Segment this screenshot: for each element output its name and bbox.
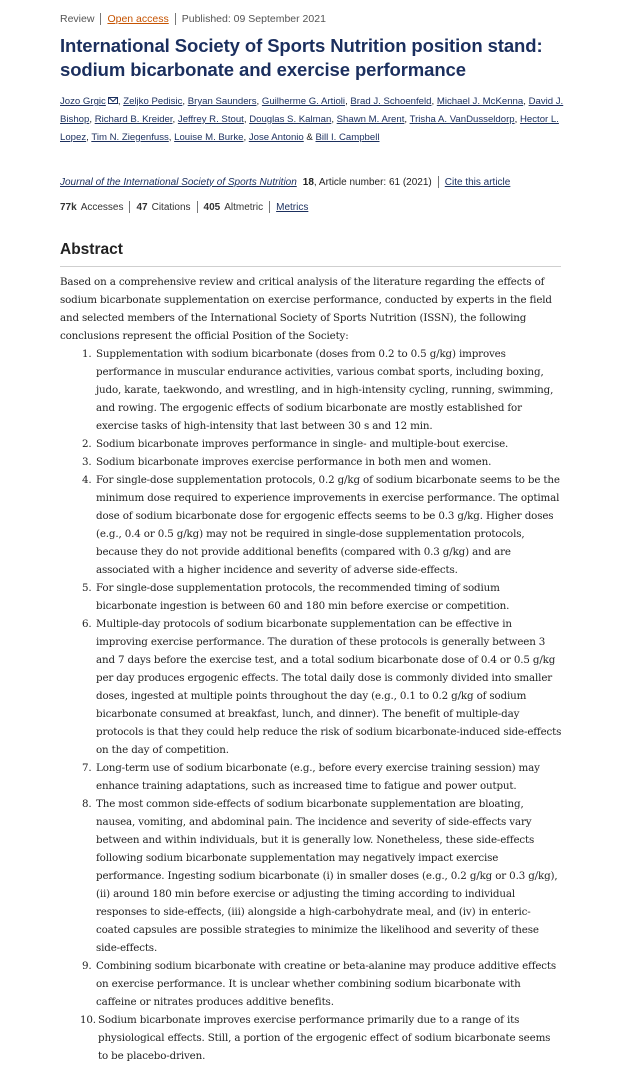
- position-point: [82, 471, 562, 579]
- meta-divider: [175, 13, 176, 25]
- journal-divider: [438, 176, 439, 188]
- author-link[interactable]: Jose Antonio: [248, 131, 304, 143]
- point-text: Long-term use of sodium bicarbonate (e.g., before every exercise training session) may enhance training adaptations, such as increased time to fatigue and power output.: [96, 762, 540, 792]
- author-separator: ,: [514, 113, 520, 125]
- position-point: [82, 435, 562, 453]
- author-link[interactable]: Bryan Saunders: [187, 96, 257, 107]
- section-divider: [60, 266, 561, 267]
- point-text: Supplementation with sodium bicarbonate (doses from 0.2 to 0.5 g/kg) improves performance in muscular endurance activities, various combat sports, including boxing, judo, karate, taekwondo, and wrestling, and in high-intensity cycling, running, swimming, and rowing. The ergogenic effects of sodium bicarbonate are mostly established for exercise tasks of high-intensity that last between 30 s and 12 min.: [96, 348, 554, 432]
- position-point: [82, 759, 562, 795]
- author-separator: ,: [182, 96, 188, 107]
- metrics-divider: [269, 201, 270, 213]
- author-link[interactable]: David J. Bishop: [60, 96, 564, 125]
- citations-label: Citations: [151, 201, 191, 213]
- point-text: The most common side-effects of sodium bicarbonate supplementation are bloating, nausea, vomiting, and abdominal pain. The incidence and severity of side-effects vary between and within individuals, but it is generally low. Nonetheless, these side-effects following sodium bicarbonate supplementation may negatively impact exercise performance. Ingesting sodium bicarbonate (i) in smaller doses (e.g., 0.2 g/kg or 0.3 g/kg), (ii) around 180 min before exercise or adjusting the timing according to individual responses to side-effects, (iii) alongside a high-carbohydrate meal, and (iv) in enteric-coated capsules are possible strategies to minimize the likelihood and severity of these side-effects.: [96, 798, 558, 954]
- author-separator: ,: [431, 96, 437, 107]
- point-number: 2.: [82, 438, 92, 450]
- position-points-list: [82, 345, 562, 1065]
- point-text: For single-dose supplementation protocols, 0.2 g/kg of sodium bicarbonate seems to be the minimum dose required to experience improvements in exercise performance. The optimal dose of sodium bicarbonate dose for ergogenic effects seems to be 0.3 g/kg. Higher doses (e.g., 0.4 or 0.5 g/kg) may not be required in single-dose supplementation protocols, because they do not provide additional benefits (compared with 0.3 g/kg) and are associated with a higher incidence and severity of adverse side-effects.: [96, 474, 560, 576]
- point-text: Sodium bicarbonate improves exercise performance primarily due to a range of its physiological effects. Still, a portion of the ergogenic effect of sodium bicarbonate seems to be placebo-driven.: [98, 1014, 551, 1062]
- point-number: 9.: [82, 960, 92, 972]
- author-separator: ,: [172, 113, 178, 125]
- author-separator: ,: [86, 131, 92, 143]
- author-link[interactable]: Brad J. Schoenfeld: [350, 96, 432, 107]
- author-link[interactable]: Tim N. Ziegenfuss: [91, 131, 169, 143]
- altmetric-label: Altmetric: [224, 201, 264, 213]
- point-number: 4.: [82, 474, 92, 486]
- article-type: Review: [60, 13, 95, 25]
- position-point: [82, 795, 562, 957]
- author-link[interactable]: Douglas S. Kalman: [249, 113, 332, 125]
- point-text: Combining sodium bicarbonate with creatine or beta-alanine may produce additive effects on exercise performance. It is unclear whether combining sodium bicarbonate with caffeine or nitrates produces additive benefits.: [96, 960, 557, 1008]
- author-link[interactable]: Louise M. Burke: [174, 131, 244, 143]
- meta-divider: [100, 13, 101, 25]
- author-link[interactable]: Jeffrey R. Stout: [177, 113, 244, 125]
- point-number: 8.: [82, 798, 92, 810]
- point-number: 6.: [82, 618, 92, 630]
- author-list: [60, 93, 565, 146]
- point-number: 5.: [82, 582, 92, 594]
- published-date: Published: 09 September 2021: [181, 13, 326, 25]
- author-separator: &: [303, 131, 316, 143]
- altmetric-score: 405: [203, 201, 221, 213]
- author-link[interactable]: Bill I. Campbell: [315, 131, 380, 143]
- author-link[interactable]: Shawn M. Arent: [336, 113, 405, 125]
- point-text: For single-dose supplementation protocols, the recommended timing of sodium bicarbonate ingestion is between 60 and 180 min before exercise or competition.: [96, 582, 510, 612]
- abstract-body: [60, 273, 562, 1065]
- point-number: 10.: [80, 1014, 96, 1026]
- article-meta: [60, 13, 326, 25]
- point-number: 7.: [82, 762, 92, 774]
- journal-volume: 18: [302, 176, 314, 188]
- author-separator: ,: [117, 96, 124, 107]
- point-text: Multiple-day protocols of sodium bicarbonate supplementation can be effective in improving exercise performance. The duration of these protocols is generally between 3 and 7 days before the exercise test, and a total sodium bicarbonate dose of 0.4 or 0.5 g/kg per day produces ergogenic effects. The total daily dose is commonly divided into smaller doses, ingested at multiple points throughout the day (e.g., 0.1 to 0.2 g/kg of sodium bicarbonate consumed at breakfast, lunch, and dinner). The benefit of multiple-day protocols is that they could help reduce the risk of sodium bicarbonate-induced side-effects on the day of competition.: [96, 618, 562, 756]
- author-link[interactable]: Trisha A. VanDusseldorp: [409, 113, 515, 125]
- author-separator: ,: [256, 96, 262, 107]
- metrics-divider: [197, 201, 198, 213]
- author-link[interactable]: Richard B. Kreider: [94, 113, 173, 125]
- journal-info: [60, 176, 510, 188]
- point-text: Sodium bicarbonate improves exercise performance in both men and women.: [96, 456, 492, 468]
- article-number: , Article number: 61 (2021): [313, 176, 432, 188]
- metrics-divider: [129, 201, 130, 213]
- position-point: [82, 579, 562, 615]
- author-link[interactable]: Jozo Grgic: [60, 96, 106, 107]
- citations-count: 47: [136, 201, 148, 213]
- abstract-intro: Based on a comprehensive review and critical analysis of the literature regarding the effects of sodium bicarbonate supplementation on exercise performance, conducted by experts in the field and selected members of the International Society of Sports Nutrition (ISSN), the following conclusions represent the official Position of the Society:: [60, 276, 552, 342]
- point-text: Sodium bicarbonate improves performance in single- and multiple-bout exercise.: [96, 438, 509, 450]
- author-link[interactable]: Zeljko Pedisic: [123, 96, 183, 107]
- accesses-label: Accesses: [80, 201, 124, 213]
- author-separator: ,: [523, 96, 529, 107]
- cite-article-link[interactable]: Cite this article: [444, 176, 511, 188]
- abstract-heading: Abstract: [60, 241, 123, 258]
- point-number: 3.: [82, 456, 92, 468]
- email-icon[interactable]: [108, 97, 118, 104]
- article-title: International Society of Sports Nutrition position stand: sodium bicarbonate and exercise performance: [60, 35, 543, 80]
- author-separator: ,: [89, 113, 95, 125]
- position-point: [82, 453, 562, 471]
- position-point: [82, 957, 562, 1011]
- accesses-count: 77k: [60, 201, 77, 213]
- author-link[interactable]: Michael J. McKenna: [436, 96, 524, 107]
- author-separator: ,: [243, 113, 250, 125]
- author-link[interactable]: Hector L. Lopez: [60, 113, 559, 143]
- position-point: [82, 1011, 562, 1065]
- author-separator: ,: [243, 131, 249, 143]
- journal-link[interactable]: Journal of the International Society of Sports Nutrition: [60, 176, 297, 188]
- author-separator: ,: [331, 113, 337, 125]
- open-access-link[interactable]: Open access: [107, 13, 169, 25]
- author-separator: ,: [345, 96, 351, 107]
- author-separator: ,: [404, 113, 410, 125]
- metrics-link[interactable]: Metrics: [276, 201, 309, 213]
- position-point: [82, 345, 562, 435]
- author-link[interactable]: Guilherme G. Artioli: [261, 96, 346, 107]
- article-metrics: [60, 201, 308, 213]
- point-number: 1.: [82, 348, 92, 360]
- position-point: [82, 615, 562, 759]
- author-separator: ,: [168, 131, 175, 143]
